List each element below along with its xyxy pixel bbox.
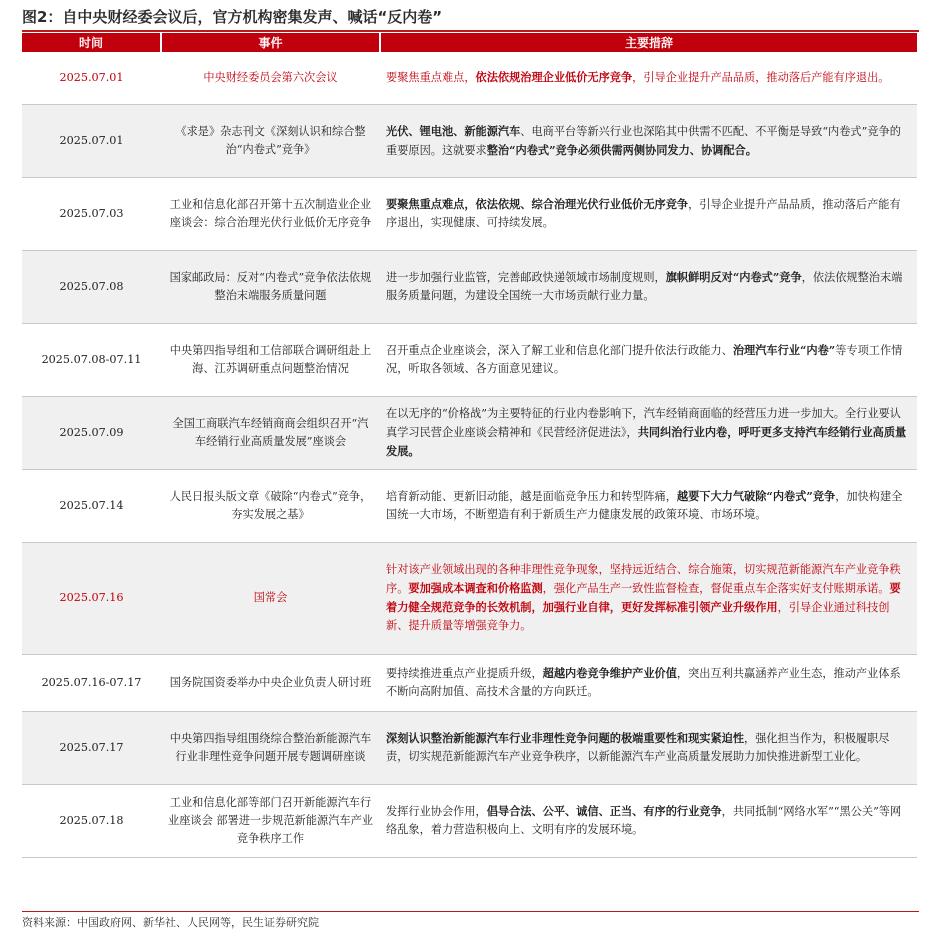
measure-emphasis: 要着力健全规范竞争的长效机制，加强行业自律，更好发挥标准引领产业升级作用 <box>386 581 901 614</box>
row-measures <box>380 654 917 711</box>
row-event: 中央财经委员会第六次会议 <box>161 52 380 104</box>
row-date: 2025.07.16 <box>22 542 161 654</box>
measure-text: ，加快构建全国统一大市场，不断塑造有利于新质生产力健康发展的政策环境、市场环境。 <box>386 490 903 521</box>
table-row <box>22 104 917 177</box>
table-header-row <box>22 33 917 52</box>
row-event: 国家邮政局：反对“内卷式”竞争依法依规整治末端服务质量问题 <box>161 250 380 323</box>
row-date: 2025.07.03 <box>22 177 161 250</box>
table-row <box>22 469 917 542</box>
measure-text: 发挥行业协会作用， <box>386 805 487 818</box>
table-row <box>22 52 917 104</box>
measure-text: ，共同抵制“网络水军”“黑公关”等网络乱象，着力营造积极向上、文明有序的发展环境。 <box>386 805 902 836</box>
measure-text: 培育新动能、更新旧动能，越是面临竞争压力和转型阵痛， <box>386 490 677 503</box>
header-measures: 主要措辞 <box>380 33 917 52</box>
row-event: 全国工商联汽车经销商商会组织召开“汽车经销行业高质量发展”座谈会 <box>161 396 380 469</box>
measure-emphasis: 超越内卷竞争维护产业价值 <box>542 666 677 680</box>
table-row <box>22 396 917 469</box>
row-event: 国务院国资委举办中央企业负责人研讨班 <box>161 654 380 711</box>
row-measures <box>380 52 917 104</box>
row-measures <box>380 784 917 857</box>
measure-text: ，引导企业提升产品品质，推动落后产能有序退出。 <box>632 71 890 85</box>
row-measures <box>380 396 917 469</box>
row-event: 中央第四指导组围绕综合整治新能源汽车行业非理性竞争问题开展专题调研座谈 <box>161 711 380 784</box>
row-event: 中央第四指导组和工信部联合调研组赴上海、江苏调研重点问题整治情况 <box>161 323 380 396</box>
row-date: 2025.07.16-07.17 <box>22 654 161 711</box>
policy-table <box>22 33 917 858</box>
header-time: 时间 <box>22 33 161 52</box>
row-date: 2025.07.08-07.11 <box>22 323 161 396</box>
row-measures <box>380 542 917 654</box>
measure-emphasis: 深刻认识整治新能源汽车行业非理性竞争问题的极端重要性和现实紧迫性 <box>386 731 745 745</box>
measure-text: 、电商平台等新兴行业也深陷其中供需不匹配、不平衡是导致“内卷式”竞争的重要原因。这就要求 <box>386 124 901 157</box>
row-measures <box>380 323 917 396</box>
measure-emphasis: 要加强成本调查和价格监测 <box>408 581 543 595</box>
row-measures <box>380 177 917 250</box>
measure-text: ，强化担当作为，积极履职尽责，切实规范新能源汽车产业竞争秩序，以新能源汽车产业高质量发展助力加快推进新型工业化。 <box>386 732 890 763</box>
measure-text: 进一步加强行业监管，完善邮政快递领域市场制度规则， <box>386 271 666 284</box>
table-row <box>22 542 917 654</box>
measure-emphasis: 共同纠治行业内卷，呼吁更多支持汽车经销行业高质量发展。 <box>386 424 907 458</box>
row-event: 国常会 <box>161 542 380 654</box>
table-row <box>22 711 917 784</box>
measure-text: 在以无序的“价格战”为主要特征的行业内卷影响下，汽车经销商面临的经营压力进一步加大。全行业要认真学习民营企业座谈会精神和《民营经济促进法》， <box>386 406 901 439</box>
source-note: 资料来源：中国政府网、新华社、人民网等，民生证券研究院 <box>22 911 919 930</box>
measure-emphasis: 要聚焦重点难点，依法依规、综合治理光伏行业低价无序竞争 <box>386 197 689 211</box>
measure-emphasis: 依法依规治理企业低价无序竞争 <box>475 70 633 85</box>
title-divider <box>22 30 919 32</box>
row-date: 2025.07.18 <box>22 784 161 857</box>
measure-text: ，依法依规整治末端服务质量问题，为建设全国统一大市场贡献行业力量。 <box>386 271 903 302</box>
row-date: 2025.07.09 <box>22 396 161 469</box>
row-event: 工业和信息化部召开第十五次制造业企业座谈会：综合治理光伏行业低价无序竞争 <box>161 177 380 250</box>
measure-emphasis: 旗帜鲜明反对“内卷式”竞争 <box>665 270 802 284</box>
row-measures <box>380 469 917 542</box>
row-date: 2025.07.08 <box>22 250 161 323</box>
header-event: 事件 <box>161 33 380 52</box>
measure-text: ，引导企业通过科技创新、提升质量等增强竞争力。 <box>386 601 890 632</box>
measure-text: 要持续推进重点产业提质升级， <box>386 667 543 680</box>
row-date: 2025.07.01 <box>22 104 161 177</box>
row-date: 2025.07.14 <box>22 469 161 542</box>
row-measures <box>380 104 917 177</box>
measure-emphasis: 整治“内卷式”竞争必须供需两侧协同发力、协调配合。 <box>486 142 757 157</box>
measure-text: 等专项工作情况，听取各领域、各方面意见建议。 <box>386 344 903 375</box>
row-date: 2025.07.01 <box>22 52 161 104</box>
measure-text: ，强化产品生产一致性监督检查，督促重点车企落实好支付账期承诺。 <box>542 582 890 595</box>
row-event: 工业和信息化部等部门召开新能源汽车行业座谈会 部署进一步规范新能源汽车产业竞争秩序工作 <box>161 784 380 857</box>
row-measures <box>380 711 917 784</box>
row-event: 人民日报头版文章《破除“内卷式”竞争，夯实发展之基》 <box>161 469 380 542</box>
measure-text: 要聚焦重点难点， <box>386 71 476 85</box>
row-event: 《求是》杂志刊文《深刻认识和综合整治“内卷式”竞争》 <box>161 104 380 177</box>
measure-text: 针对该产业领域出现的各种非理性竞争现象，坚持远近结合、综合施策，切实规范新能源汽车产业竞争秩序。 <box>386 563 901 595</box>
measure-emphasis: 倡导合法、公平、诚信、正当、有序的行业竞争 <box>486 804 722 818</box>
table-row <box>22 177 917 250</box>
row-date: 2025.07.17 <box>22 711 161 784</box>
measure-text: ，引导企业提升产品品质，推动落后产能有序退出，实现健康、可持续发展。 <box>386 198 901 229</box>
row-measures <box>380 250 917 323</box>
table-row <box>22 250 917 323</box>
table-row <box>22 323 917 396</box>
measure-text: 召开重点企业座谈会，深入了解工业和信息化部门提升依法行政能力、 <box>386 344 733 357</box>
table-row <box>22 784 917 857</box>
measure-emphasis: 越要下大力气破除“内卷式”竞争 <box>676 489 836 503</box>
measure-text: ，突出互利共赢涵养产业生态，推动产业体系不断向高附加值、高技术含量的方向跃迁。 <box>386 667 901 698</box>
table-row <box>22 654 917 711</box>
measure-emphasis: 治理汽车行业“内卷” <box>732 343 836 357</box>
measure-emphasis: 光伏、锂电池、新能源汽车 <box>386 123 521 138</box>
figure-title: 图2：自中央财经委会议后，官方机构密集发声、喊话“反内卷” <box>22 8 443 26</box>
